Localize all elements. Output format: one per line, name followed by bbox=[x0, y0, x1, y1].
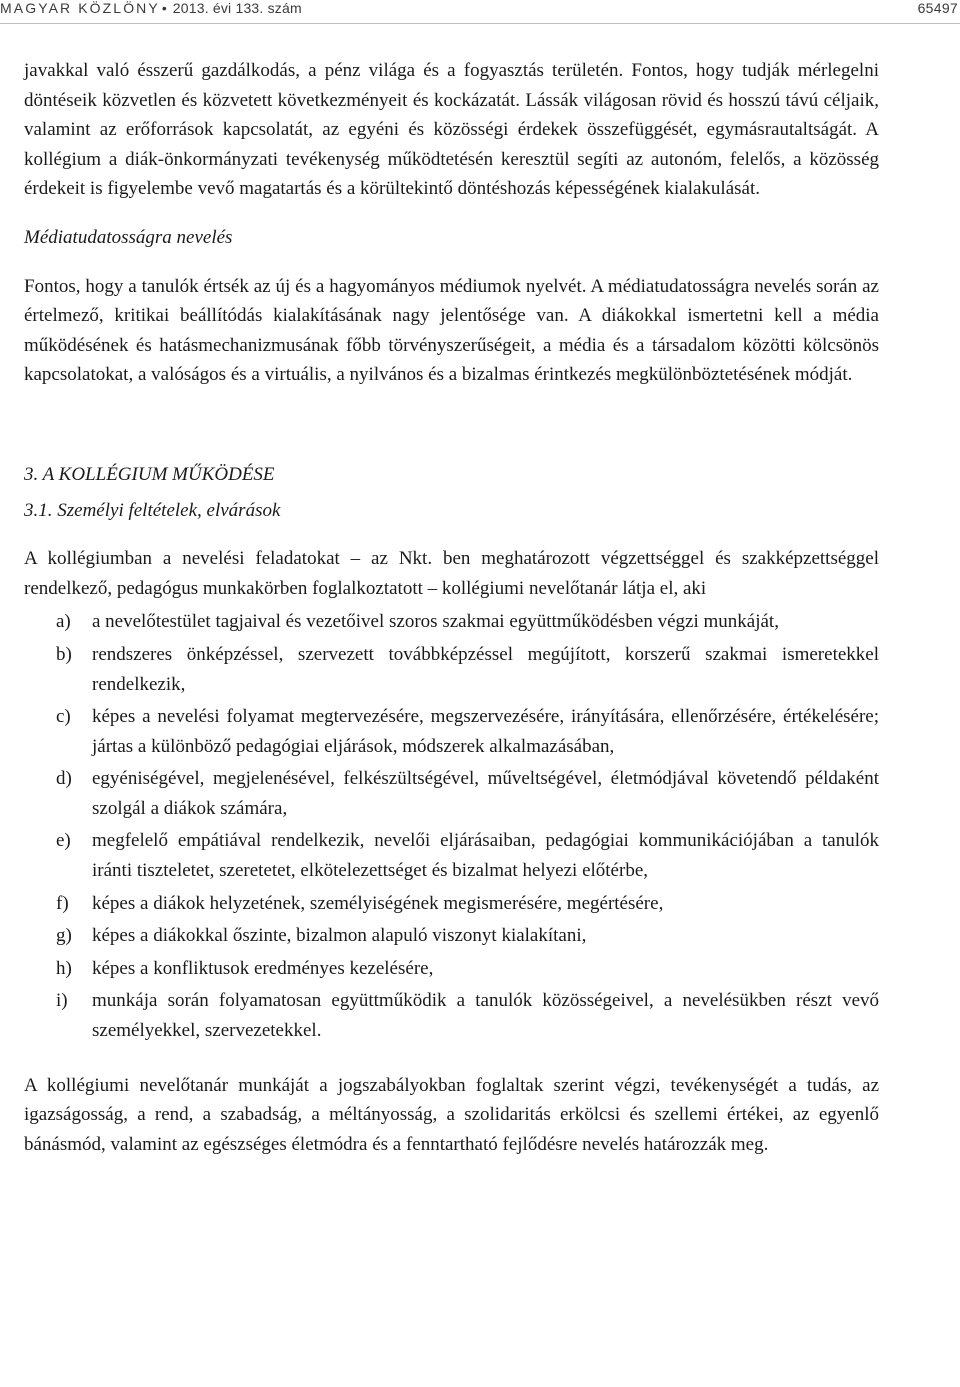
requirements-list bbox=[24, 607, 879, 1045]
paragraph-4: A kollégiumi nevelőtanár munkáját a jogszabályokban foglaltak szerint végzi, tevékenységét a tudás, az igazságosság, a rend, a szabadság, a méltányosság, a szolidaritás erkölcsi és szellemi értékei, az egyenlő bánásmód, valamint az egészséges életmódra és a fenntartható fejlődésre nevelés határozzák meg. bbox=[24, 1074, 879, 1155]
media-heading: Médiatudatosságra nevelés bbox=[24, 226, 233, 248]
list-item bbox=[24, 702, 879, 761]
running-head bbox=[0, 0, 302, 16]
page-number: 65497 bbox=[917, 0, 958, 16]
list-marker: a) bbox=[56, 611, 71, 633]
list-marker: f) bbox=[56, 892, 69, 914]
list-item-text: képes a diákok helyzetének, személyiségének megismerésére, megértésére, bbox=[92, 892, 664, 914]
issue-number: 2013. évi 133. szám bbox=[172, 0, 302, 16]
list-item bbox=[24, 640, 879, 699]
list-item-text: egyéniségével, megjelenésével, felkészültségével, műveltségével, életmódjával követendő példaként szolgál a diákok számára, bbox=[92, 768, 879, 819]
list-marker: h) bbox=[56, 957, 72, 979]
list-item bbox=[24, 954, 879, 984]
list-marker: d) bbox=[56, 768, 72, 790]
list-marker: b) bbox=[56, 643, 72, 665]
section-heading: 3. A KOLLÉGIUM MŰKÖDÉSE bbox=[24, 463, 275, 485]
list-item-text: képes a diákokkal őszinte, bizalmon alapuló viszonyt kialakítani, bbox=[92, 925, 587, 947]
list-item-text: képes a nevelési folyamat megtervezésére, megszervezésére, irányítására, ellenőrzésére, értékelésére; jártas a különböző pedagógiai eljárások, módszerek alkalmazásában, bbox=[92, 706, 879, 757]
header-separator: • bbox=[161, 0, 167, 16]
list-item bbox=[24, 986, 879, 1045]
subsection-heading: 3.1. Személyi feltételek, elvárások bbox=[24, 499, 281, 521]
list-item bbox=[24, 764, 879, 823]
paragraph-2: Fontos, hogy a tanulók értsék az új és a hagyományos médiumok nyelvét. A médiatudatosságra nevelés során az értelmező, kritikai beállítódás kialakításának nagy jelentősége van. A diákokkal ismertetni kell a média működésének és hatásmechanizmusának főbb törvényszerűségeit, a média és a társadalom közötti kölcsönös kapcsolatokat, a valóságos és a virtuális, a nyilvános és a bizalmas érintkezés megkülönböztetésének módját. bbox=[24, 275, 879, 386]
paragraph-1: javakkal való ésszerű gazdálkodás, a pénz világa és a fogyasztás területén. Fontos, hogy tudják mérlegelni döntéseik közvetlen és közvetett következményeit és kockázatát. Lássák világosan rövid és hosszú távú céljaik, valamint az erőforrások kapcsolatát, az egyéni és közösségi érdekek összefüggését, egymásrautaltságát. A kollégium a diák-önkormányzati tevékenység működtetésén keresztül segíti az autonóm, felelős, a közösség érdekeit is figyelembe vevő magatartás és a körültekintő döntéshozás képességének kialakulását. bbox=[24, 60, 879, 200]
list-item bbox=[24, 921, 879, 951]
list-item-text: képes a konfliktusok eredményes kezelésére, bbox=[92, 957, 434, 979]
paragraph-3: A kollégiumban a nevelési feladatokat – az Nkt. ben meghatározott végzettséggel és szakképzettséggel rendelkező, pedagógus munkakörben foglalkoztatott – kollégiumi nevelőtanár látja el, aki bbox=[24, 548, 879, 599]
page-header bbox=[0, 0, 960, 22]
list-item-text: a nevelőtestület tagjaival és vezetőivel szoros szakmai együttműködésben végzi munkáját, bbox=[92, 611, 779, 633]
list-item-text: rendszeres önképzéssel, szervezett továbbképzéssel megújított, korszerű szakmai ismeretekkel rendelkezik, bbox=[92, 643, 879, 695]
list-item-text: megfelelő empátiával rendelkezik, nevelői eljárásaiban, pedagógiai kommunikációjában a tanulók iránti tiszteletet, szeretetet, elkötelezettséget és bizalmat helyezi előtérbe, bbox=[92, 830, 879, 882]
header-divider bbox=[0, 23, 960, 24]
journal-title: MAGYAR KÖZLÖNY bbox=[0, 0, 160, 16]
list-marker: i) bbox=[56, 990, 68, 1012]
list-marker: g) bbox=[56, 925, 72, 947]
list-item bbox=[24, 889, 879, 919]
document-body bbox=[24, 56, 879, 1159]
list-item bbox=[24, 607, 879, 637]
list-item bbox=[24, 826, 879, 885]
list-marker: e) bbox=[56, 830, 71, 852]
list-marker: c) bbox=[56, 706, 71, 728]
list-item-text: munkája során folyamatosan együttműködik a tanulók közösségeivel, a nevelésükben részt vevő személyekkel, szervezetekkel. bbox=[92, 990, 879, 1042]
